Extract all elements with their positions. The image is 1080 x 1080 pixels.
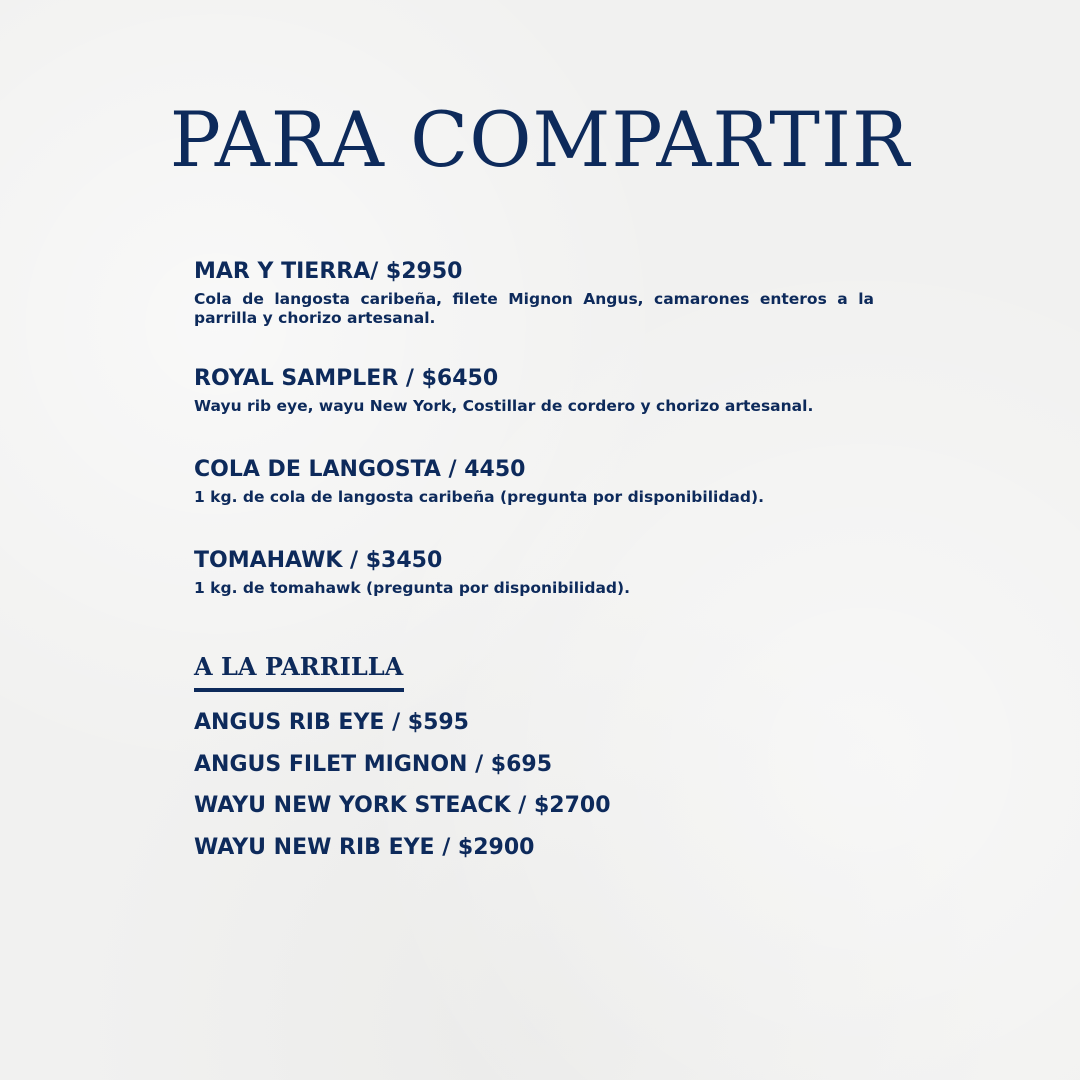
grill-list: [194, 702, 611, 868]
menu-item-title: TOMAHAWK / $3450: [194, 548, 443, 573]
grill-item: ANGUS FILET MIGNON / $695: [194, 751, 553, 777]
menu-item-description: 1 kg. de cola de langosta caribeña (pregunta por disponibilidad).: [194, 488, 764, 506]
grill-item: ANGUS RIB EYE / $595: [194, 710, 469, 735]
menu-item-tomahawk: [194, 547, 874, 598]
menu-item-mar-y-tierra: [194, 258, 874, 328]
page-title: PARA COMPARTIR: [169, 95, 911, 184]
menu-item-description: Cola de langosta caribeña, filete Mignon Angus, camarones enteros a la parrilla y chorizo artesanal.: [194, 290, 874, 327]
menu-item-title: ROYAL SAMPLER / $6450: [194, 366, 499, 391]
section-title-grill: A LA PARRILLA: [194, 652, 404, 681]
menu-item-royal-sampler: [194, 365, 874, 416]
menu-item-description: 1 kg. de tomahawk (pregunta por disponibilidad).: [194, 579, 630, 597]
menu-item-title: MAR Y TIERRA/ $2950: [194, 259, 463, 284]
grill-item: WAYU NEW RIB EYE / $2900: [194, 834, 535, 860]
menu-item-description: Wayu rib eye, wayu New York, Costillar de cordero y chorizo artesanal.: [194, 397, 814, 415]
menu-item-cola-de-langosta: [194, 456, 874, 507]
menu-item-title: COLA DE LANGOSTA / 4450: [194, 457, 526, 482]
grill-item: WAYU NEW YORK STEACK / $2700: [194, 793, 611, 818]
section-divider: [194, 688, 404, 692]
